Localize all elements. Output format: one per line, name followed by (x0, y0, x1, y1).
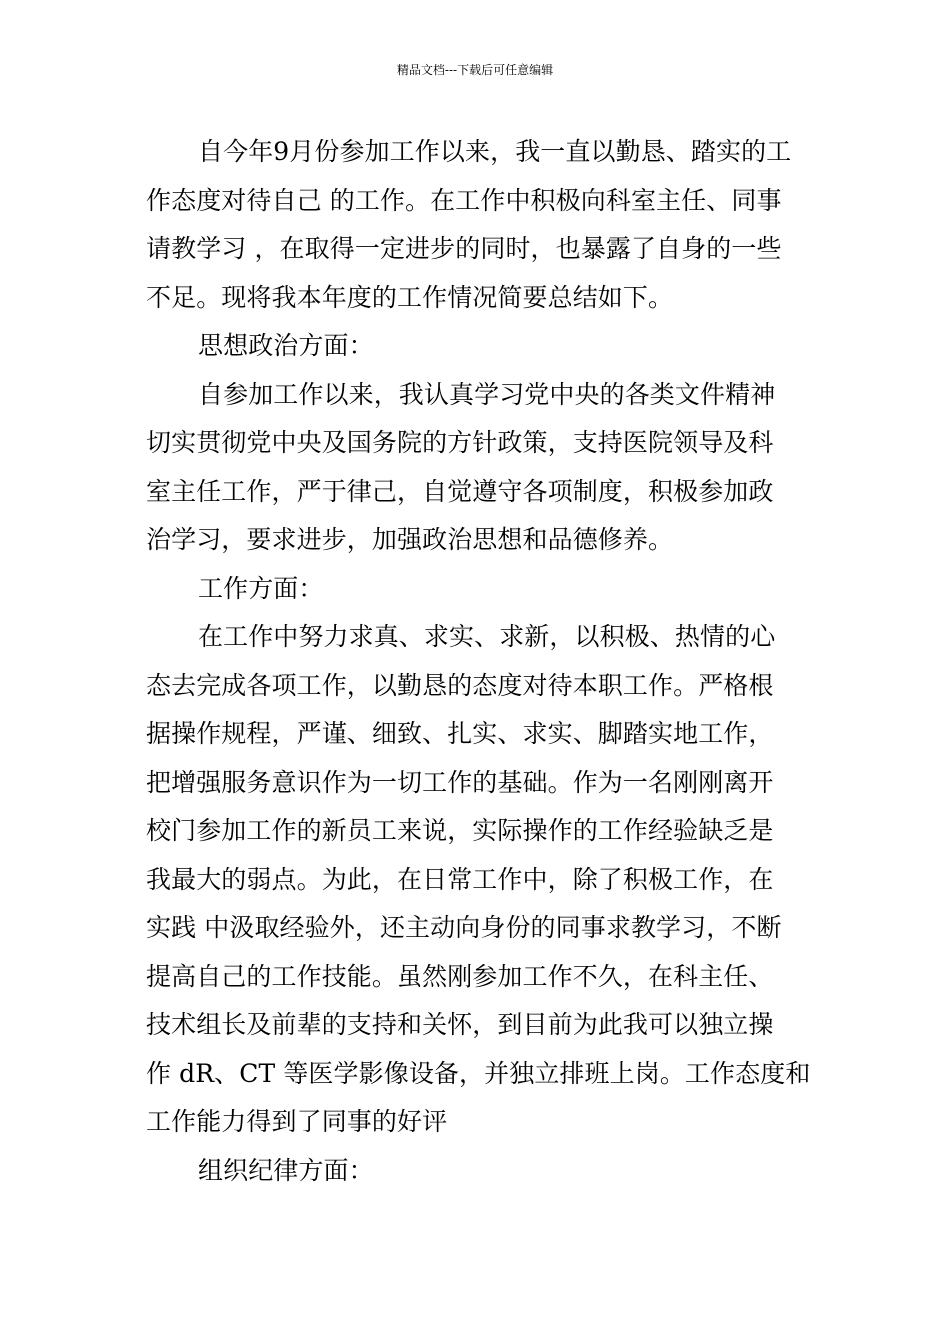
page-header: 精品文档---下载后可任意编辑 (396, 63, 554, 77)
paragraph-line: 作 dR、CT 等医学影像设备，并独立排班上岗。工作态度和 (146, 1058, 811, 1088)
paragraph-line: 在工作中努力求真、求实、求新，以积极、热情的心 (198, 622, 776, 651)
paragraph-line: 治学习，要求进步，加强政治思想和品德修养。 (146, 525, 674, 554)
paragraph-line: 实践 中汲取经验外，还主动向身份的同事求教学习，不断 (146, 913, 782, 942)
paragraph-line: 自参加工作以来，我认真学习党中央的各类文件精神 (198, 379, 776, 409)
paragraph-line: 切实贯彻党中央及国务院的方针政策，支持医院领导及科 (146, 428, 774, 457)
paragraph-line: 校门参加工作的新员工来说，实际操作的工作经验缺乏是 (146, 816, 774, 845)
paragraph-line: 室主任工作，严于律己，自觉遵守各项制度，积极参加政 (146, 476, 774, 506)
paragraph-line: 态去完成各项工作，以勤恳的态度对待本职工作。严格根 (146, 670, 774, 700)
paragraph-line: 把增强服务意识作为一切工作的基础。作为一名刚刚离开 (146, 767, 774, 797)
paragraph-line: 技术组长及前辈的支持和关怀，到目前为此我可以独立操 (146, 1010, 774, 1039)
paragraph-line: 作态度对待自己 的工作。在工作中积极向科室主任、同事 (146, 185, 782, 215)
section-heading: 思想政治方面： (198, 331, 374, 360)
paragraph-line: 提高自己的工作技能。虽然刚参加工作不久，在科主任、 (146, 961, 774, 991)
document-body (146, 128, 810, 1195)
paragraph-line: 自今年9月份参加工作以来，我一直以勤恳、踏实的工 (198, 137, 792, 166)
paragraph-line: 请教学习 ，在取得一定进步的同时，也暴露了自身的一些 (146, 234, 782, 263)
section-heading: 工作方面： (198, 573, 324, 603)
paragraph-line: 据操作规程，严谨、细致、扎实、求实、脚踏实地工作， (146, 719, 774, 748)
paragraph-line: 不足。现将我本年度的工作情况简要总结如下。 (146, 282, 674, 312)
paragraph-line: 我最大的弱点。为此，在日常工作中，除了积极工作，在 (146, 864, 774, 894)
section-heading: 组织纪律方面： (198, 1155, 374, 1185)
paragraph-line: 工作能力得到了同事的好评 (146, 1107, 448, 1136)
